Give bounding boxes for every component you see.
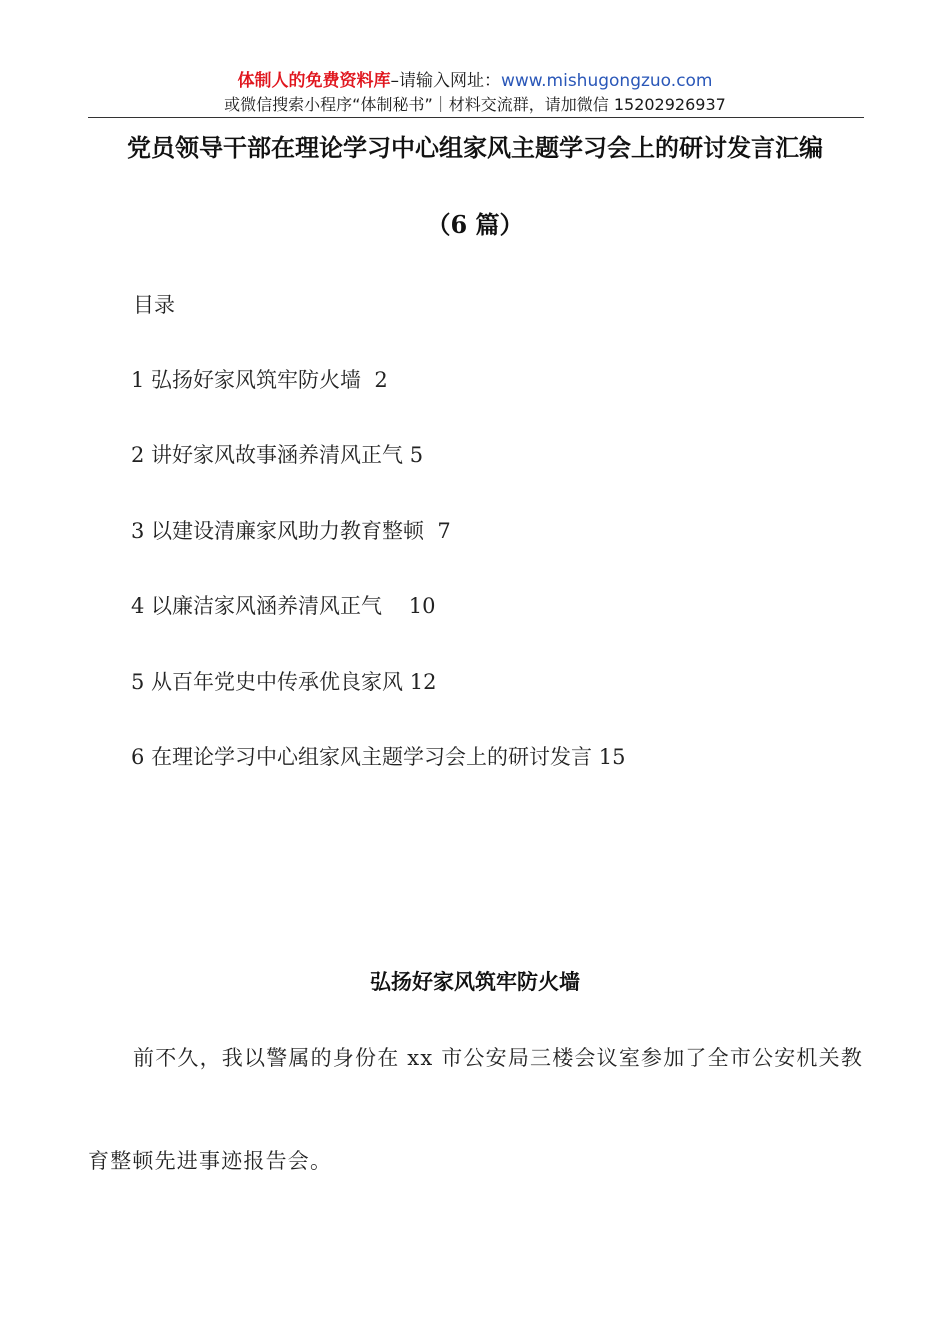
document-title: 党员领导干部在理论学习中心组家风主题学习会上的研讨发言汇编 [127, 133, 823, 162]
body-paragraph-line: 前不久，我以警属的身份在 xx 市公安局三楼会议室参加了全市公安机关教 [133, 1046, 864, 1070]
toc-entry[interactable]: 5 从百年党史中传承优良家风 12 [131, 669, 437, 694]
header-divider [88, 117, 864, 118]
section-title: 弘扬好家风筑牢防火墙 [370, 969, 580, 994]
page-header [0, 68, 950, 116]
url-prompt: –请输入网址： [390, 71, 501, 91]
toc-entry[interactable]: 6 在理论学习中心组家风主题学习会上的研讨发言 15 [131, 744, 626, 769]
table-of-contents [131, 365, 625, 817]
brand-name: 体制人的免费资料库 [237, 71, 391, 91]
toc-heading: 目录 [133, 293, 175, 317]
toc-entry[interactable]: 3 以建设清廉家风助力教育整顿 7 [131, 518, 451, 543]
website-link[interactable]: www.mishugongzuo.com [500, 71, 713, 91]
toc-entry[interactable]: 1 弘扬好家风筑牢防火墙 2 [131, 368, 388, 392]
header-line-1 [0, 68, 950, 94]
header-line-2: 或微信搜索小程序“体制秘书”｜材料交流群，请加微信 15202926937 [224, 95, 726, 114]
toc-entry[interactable]: 4 以廉洁家风涵养清风正气 10 [131, 594, 436, 619]
body-paragraph-line: 育整顿先进事迹报告会。 [88, 1149, 333, 1173]
toc-entry[interactable]: 2 讲好家风故事涵养清风正气 5 [131, 443, 424, 468]
document-subtitle: （6 篇） [426, 210, 524, 239]
